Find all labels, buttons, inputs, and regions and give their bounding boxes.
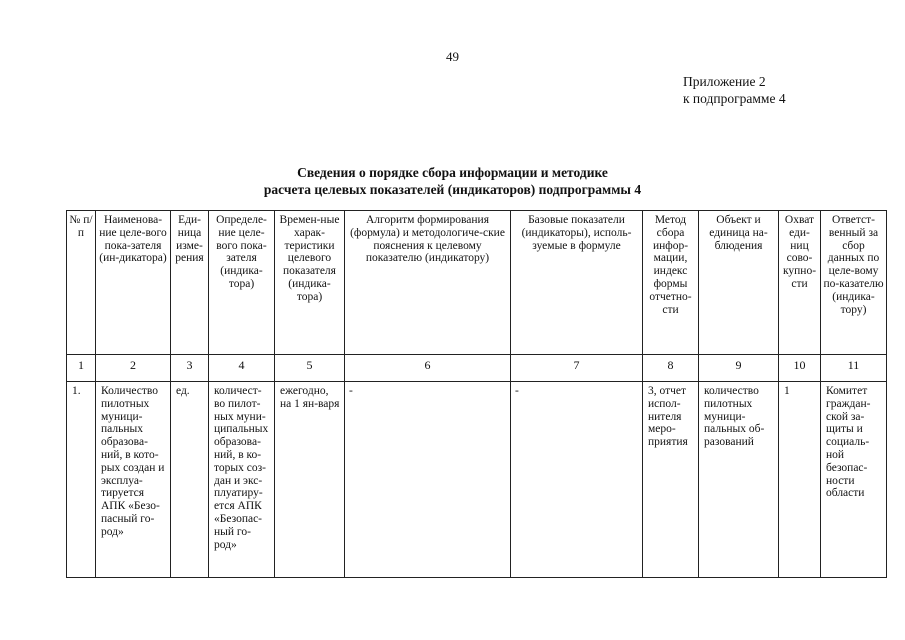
table-cell-indicator-name: Количество пилотных муници-пальных образова-ний, в кото-рых создан и эксплуа-тируется АПК «Безо-пасный го-род»	[96, 382, 171, 578]
table-cell-time-characteristics: ежегодно, на 1 ян-варя	[275, 382, 345, 578]
column-number: 1	[67, 355, 96, 382]
header-cell-coverage: Охват еди-ниц сово-купно-сти	[779, 211, 821, 355]
title-line-2: расчета целевых показателей (индикаторов) подпрограммы 4	[263, 182, 642, 197]
indicators-table	[66, 210, 887, 578]
column-number: 4	[209, 355, 275, 382]
table-cell-base-indicators: -	[511, 382, 643, 578]
column-number: 7	[511, 355, 643, 382]
header-cell-base-indicators: Базовые показатели (индикаторы), исполь-зуемые в формуле	[511, 211, 643, 355]
header-cell-responsible: Ответст-венный за сбор данных по целе-вому по-казателю (индика-тору)	[821, 211, 887, 355]
header-cell-definition: Определе-ние целе-вого пока-зателя (индика-тора)	[209, 211, 275, 355]
column-number: 3	[171, 355, 209, 382]
table-cell-coverage: 1	[779, 382, 821, 578]
table-cell-collection-method: 3, отчет испол-нителя меро-приятия	[643, 382, 699, 578]
column-number: 6	[345, 355, 511, 382]
header-cell-unit: Еди-ница изме-рения	[171, 211, 209, 355]
header-cell-collection-method: Метод сбора инфор-мации, индекс формы отчетно-сти	[643, 211, 699, 355]
table-row	[67, 382, 887, 578]
column-number: 5	[275, 355, 345, 382]
header-row	[67, 211, 887, 355]
title-line-1: Сведения о порядке сбора информации и методике	[297, 165, 608, 180]
page-number: 49	[446, 49, 459, 64]
table-cell-algorithm: -	[345, 382, 511, 578]
column-number: 9	[699, 355, 779, 382]
table-cell-observation-object: количество пилотных муници-пальных об-разований	[699, 382, 779, 578]
document-title	[0, 164, 905, 198]
table-cell-unit: ед.	[171, 382, 209, 578]
header-cell-number: № п/п	[67, 211, 96, 355]
header-cell-algorithm: Алгоритм формирования (формула) и методологиче-ские пояснения к целевому показателю (индикатору)	[345, 211, 511, 355]
header-cell-observation-object: Объект и единица на-блюдения	[699, 211, 779, 355]
header-cell-time-characteristics: Времен-ные харак-теристики целевого показателя (индика-тора)	[275, 211, 345, 355]
table-cell-number: 1.	[67, 382, 96, 578]
appendix-line-2: к подпрограмме 4	[683, 91, 786, 106]
column-number: 11	[821, 355, 887, 382]
table-cell-responsible: Комитет граждан-ской за-щиты и социаль-ной безопас-ности области	[821, 382, 887, 578]
appendix-note	[683, 73, 786, 107]
header-cell-indicator-name: Наименова-ние целе-вого пока-зателя (ин-дикатора)	[96, 211, 171, 355]
column-number: 2	[96, 355, 171, 382]
appendix-line-1: Приложение 2	[683, 74, 766, 89]
table-cell-definition: количест-во пилот-ных муни-ципальных образова-ний, в ко-торых соз-дан и экс-плуатиру-ется АПК «Безопас-ный го-род»	[209, 382, 275, 578]
column-number: 8	[643, 355, 699, 382]
column-number: 10	[779, 355, 821, 382]
column-number-row	[67, 355, 887, 382]
